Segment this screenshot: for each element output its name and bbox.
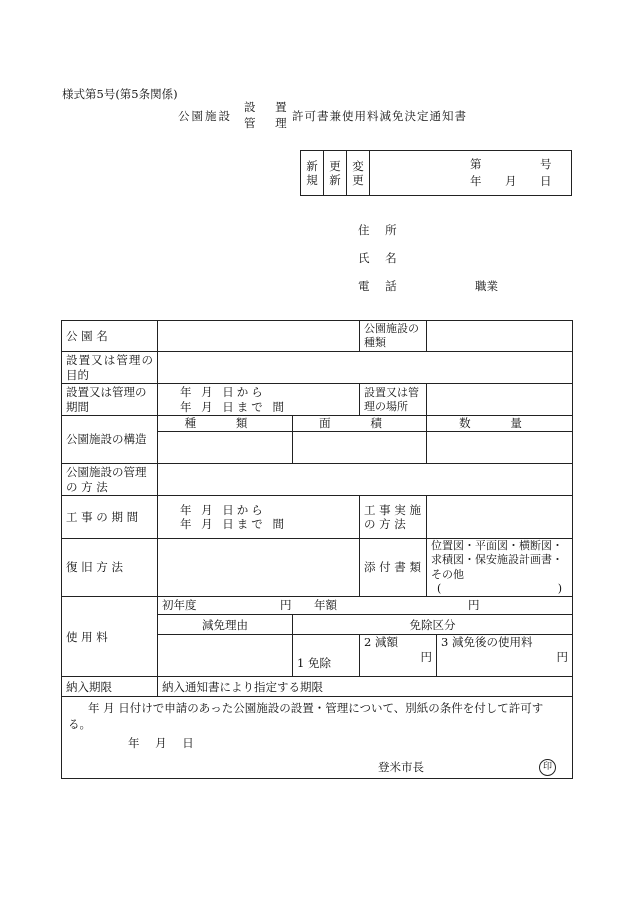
restore-method-value[interactable]	[158, 539, 360, 597]
construction-to: 年 月 日まで 間	[180, 517, 287, 531]
attached-docs-label: 添 付 書 類	[360, 539, 427, 597]
period-from: 年 月 日から	[180, 385, 266, 400]
construction-period-label: 工 事 の 期 間	[62, 496, 158, 539]
number-date-cell	[370, 151, 572, 196]
attached-list: 位置図・平面図・横断図・求積図・保安施設計画書・その他	[431, 539, 563, 581]
reduction-reason-value[interactable]	[158, 635, 293, 677]
attached-paren-close: )	[557, 581, 562, 595]
name-label: 氏 名	[358, 251, 403, 265]
main-table	[61, 320, 573, 779]
mayor-name: 登米市長	[378, 760, 424, 775]
fee-label: 使 用 料	[62, 597, 158, 677]
title-stack-bottom: 管 理	[244, 116, 295, 130]
exempt-option-2[interactable]: 2 減額 円	[360, 635, 437, 677]
renew-cell: 更 新	[324, 151, 347, 196]
kind-value[interactable]	[158, 432, 293, 464]
park-name-value[interactable]	[158, 321, 360, 352]
title-prefix: 公園施設	[178, 109, 232, 123]
exempt-option-1[interactable]: 1 免除	[293, 635, 360, 677]
address-label: 住 所	[358, 223, 403, 237]
exempt-option-3[interactable]: 3 減免後の使用料 円	[437, 635, 573, 677]
restore-method-label: 復 旧 方 法	[62, 539, 158, 597]
number-box	[300, 150, 572, 196]
purpose-label: 設置又は管理の目的	[62, 352, 158, 384]
number-go: 号	[540, 157, 552, 171]
construction-from: 年 月 日から	[180, 502, 266, 517]
date-year: 年	[470, 174, 482, 188]
period-value[interactable]	[158, 384, 360, 416]
permit-section	[62, 697, 573, 779]
title-stack-top: 設 置	[244, 100, 295, 114]
period-to: 年 月 日まで 間	[180, 399, 287, 414]
title-suffix: 許可書兼使用料減免決定通知書	[292, 109, 467, 123]
area-header: 面 積	[293, 416, 427, 432]
construction-period-value[interactable]	[158, 496, 360, 539]
annual-label: 年額	[314, 598, 337, 613]
method-value[interactable]	[158, 464, 573, 496]
method-label: 公園施設の管理の 方 法	[62, 464, 158, 496]
phone-label: 電 話	[358, 279, 403, 293]
purpose-value[interactable]	[158, 352, 573, 384]
first-year-label: 初年度	[162, 598, 197, 613]
issue-date: 年 月 日	[128, 736, 200, 751]
area-value[interactable]	[293, 432, 427, 464]
date-month: 月	[505, 174, 517, 188]
period-label: 設置又は管理の期間	[62, 384, 158, 416]
place-value[interactable]	[427, 384, 573, 416]
park-name-label: 公 園 名	[62, 321, 158, 352]
new-cell: 新 規	[301, 151, 324, 196]
change-cell: 変 更	[347, 151, 370, 196]
attached-paren-open: (	[437, 581, 442, 595]
structure-label: 公園施設の構造	[62, 416, 158, 464]
place-label: 設置又は管理の場所	[360, 384, 427, 416]
kind-header: 種 類	[158, 416, 293, 432]
quantity-value[interactable]	[427, 432, 573, 464]
date-day: 日	[540, 174, 552, 188]
permit-text: 年 月 日付けで申請のあった公園施設の設置・管理について、別紙の条件を付して許可する。	[68, 701, 544, 732]
facility-type-label: 公園施設の種類	[360, 321, 427, 352]
construction-method-label: 工 事 実 施 の 方 法	[360, 496, 427, 539]
seal-icon: 印	[539, 759, 556, 776]
form-number: 様式第5号(第5条関係)	[62, 87, 178, 101]
annual-yen: 円	[468, 598, 480, 613]
facility-type-value[interactable]	[427, 321, 573, 352]
reduction-reason-header: 減免理由	[158, 615, 293, 635]
construction-method-value[interactable]	[427, 496, 573, 539]
number-dai: 第	[470, 157, 482, 171]
exemption-class-header: 免除区分	[293, 615, 573, 635]
quantity-header: 数 量	[427, 416, 573, 432]
attached-docs-value[interactable]	[427, 539, 573, 597]
first-year-yen: 円	[280, 598, 292, 613]
payment-deadline-value: 納入通知書により指定する期限	[158, 677, 573, 697]
payment-deadline-label: 納入期限	[62, 677, 158, 697]
occupation-label: 職業	[475, 279, 498, 293]
fee-row	[158, 597, 573, 615]
